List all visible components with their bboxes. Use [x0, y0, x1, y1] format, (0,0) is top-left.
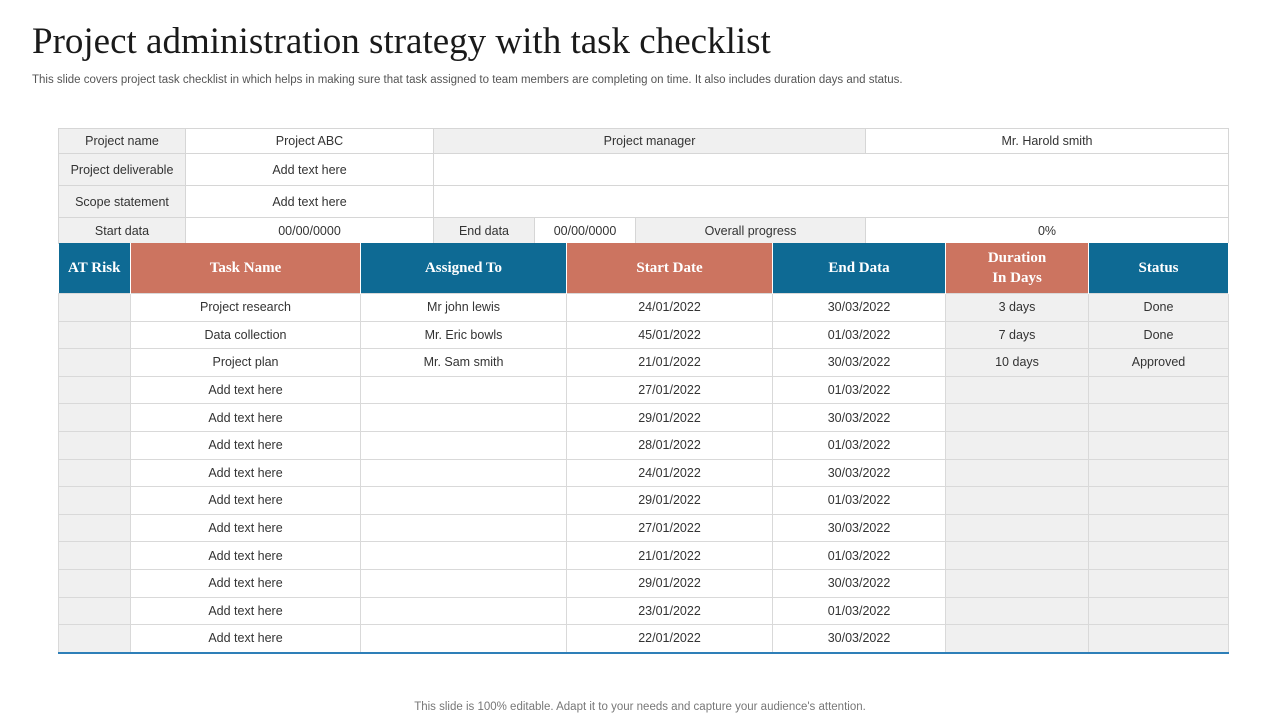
assigned-to-cell: Mr. Eric bowls [361, 321, 567, 349]
deliverable-label: Project deliverable [59, 154, 186, 186]
table-row [59, 514, 1229, 542]
header-end-data: End Data [773, 243, 946, 294]
at-risk-cell [59, 487, 131, 515]
duration-cell: 7 days [946, 321, 1089, 349]
duration-cell [946, 487, 1089, 515]
assigned-to-cell [361, 487, 567, 515]
end-date-cell: 30/03/2022 [773, 349, 946, 377]
duration-cell [946, 459, 1089, 487]
status-cell [1089, 431, 1229, 459]
table-row [59, 542, 1229, 570]
deliverable-value: Add text here [186, 154, 434, 186]
duration-cell [946, 542, 1089, 570]
task-name-cell: Add text here [131, 569, 361, 597]
at-risk-cell [59, 404, 131, 432]
end-date-cell: 01/03/2022 [773, 321, 946, 349]
start-value: 00/00/0000 [186, 218, 434, 244]
status-cell [1089, 376, 1229, 404]
status-cell: Done [1089, 294, 1229, 322]
status-cell [1089, 597, 1229, 625]
footer-note: This slide is 100% editable. Adapt it to your needs and capture your audience's attention. [414, 701, 866, 713]
start-date-cell: 29/01/2022 [567, 487, 773, 515]
assigned-to-cell [361, 376, 567, 404]
task-name-cell: Add text here [131, 514, 361, 542]
at-risk-cell [59, 321, 131, 349]
task-name-cell: Add text here [131, 625, 361, 653]
assigned-to-cell [361, 569, 567, 597]
task-name-cell: Add text here [131, 542, 361, 570]
header-duration-line1: Duration [987, 250, 1047, 266]
info-row-dates [59, 218, 1229, 244]
table-row [59, 569, 1229, 597]
start-date-cell: 22/01/2022 [567, 625, 773, 653]
start-date-cell: 24/01/2022 [567, 294, 773, 322]
status-cell [1089, 487, 1229, 515]
assigned-to-cell [361, 597, 567, 625]
table-row [59, 625, 1229, 653]
end-date-cell: 30/03/2022 [773, 294, 946, 322]
duration-cell [946, 376, 1089, 404]
task-name-cell: Add text here [131, 459, 361, 487]
status-cell [1089, 542, 1229, 570]
header-at-risk: AT Risk [59, 243, 131, 294]
table-row [59, 376, 1229, 404]
at-risk-cell [59, 625, 131, 653]
end-date-cell: 30/03/2022 [773, 459, 946, 487]
duration-cell [946, 431, 1089, 459]
header-duration-line2: In Days [992, 270, 1042, 286]
page-title: Project administration strategy with task checklist [32, 21, 771, 62]
end-date-cell: 01/03/2022 [773, 431, 946, 459]
start-date-cell: 45/01/2022 [567, 321, 773, 349]
task-name-cell: Add text here [131, 404, 361, 432]
start-date-cell: 29/01/2022 [567, 569, 773, 597]
at-risk-cell [59, 294, 131, 322]
task-table-body [59, 294, 1229, 653]
status-cell [1089, 404, 1229, 432]
task-name-cell: Project research [131, 294, 361, 322]
info-row-project-name [59, 129, 1229, 154]
table-row [59, 294, 1229, 322]
status-cell [1089, 569, 1229, 597]
status-cell [1089, 514, 1229, 542]
info-row-scope [59, 186, 1229, 218]
deliverable-blank [434, 154, 1229, 186]
status-cell: Done [1089, 321, 1229, 349]
end-date-cell: 30/03/2022 [773, 404, 946, 432]
end-date-cell: 30/03/2022 [773, 514, 946, 542]
duration-cell: 3 days [946, 294, 1089, 322]
assigned-to-cell [361, 459, 567, 487]
assigned-to-cell [361, 542, 567, 570]
scope-blank [434, 186, 1229, 218]
start-label: Start data [59, 218, 186, 244]
scope-value: Add text here [186, 186, 434, 218]
start-date-cell: 28/01/2022 [567, 431, 773, 459]
header-task-name: Task Name [131, 243, 361, 294]
at-risk-cell [59, 569, 131, 597]
at-risk-cell [59, 459, 131, 487]
header-assigned-to: Assigned To [361, 243, 567, 294]
at-risk-cell [59, 349, 131, 377]
task-name-cell: Add text here [131, 431, 361, 459]
at-risk-cell [59, 514, 131, 542]
info-row-deliverable [59, 154, 1229, 186]
task-name-cell: Add text here [131, 376, 361, 404]
end-date-cell: 01/03/2022 [773, 487, 946, 515]
task-name-cell: Add text here [131, 487, 361, 515]
end-date-cell: 30/03/2022 [773, 569, 946, 597]
duration-cell [946, 514, 1089, 542]
header-duration [946, 243, 1089, 294]
start-date-cell: 27/01/2022 [567, 514, 773, 542]
end-value: 00/00/0000 [535, 218, 636, 244]
project-info-table [58, 128, 1229, 244]
duration-cell [946, 404, 1089, 432]
project-manager-label: Project manager [434, 129, 866, 154]
start-date-cell: 29/01/2022 [567, 404, 773, 432]
project-manager-value: Mr. Harold smith [866, 129, 1229, 154]
assigned-to-cell: Mr john lewis [361, 294, 567, 322]
status-cell [1089, 625, 1229, 653]
status-cell [1089, 459, 1229, 487]
assigned-to-cell [361, 431, 567, 459]
progress-value: 0% [866, 218, 1229, 244]
table-row [59, 321, 1229, 349]
progress-label: Overall progress [636, 218, 866, 244]
table-row [59, 459, 1229, 487]
table-row [59, 487, 1229, 515]
status-cell: Approved [1089, 349, 1229, 377]
end-date-cell: 30/03/2022 [773, 625, 946, 653]
duration-cell [946, 569, 1089, 597]
start-date-cell: 21/01/2022 [567, 349, 773, 377]
start-date-cell: 23/01/2022 [567, 597, 773, 625]
header-status: Status [1089, 243, 1229, 294]
scope-label: Scope statement [59, 186, 186, 218]
assigned-to-cell [361, 514, 567, 542]
duration-cell [946, 625, 1089, 653]
task-checklist-table [58, 243, 1229, 654]
project-name-label: Project name [59, 129, 186, 154]
end-label: End data [434, 218, 535, 244]
at-risk-cell [59, 597, 131, 625]
page-subtitle: This slide covers project task checklist in which helps in making sure that task assigned to team members are completing on time. It also includes duration days and status. [32, 74, 903, 86]
end-date-cell: 01/03/2022 [773, 542, 946, 570]
assigned-to-cell [361, 404, 567, 432]
table-header-row [59, 243, 1229, 294]
duration-cell [946, 597, 1089, 625]
project-name-value: Project ABC [186, 129, 434, 154]
end-date-cell: 01/03/2022 [773, 597, 946, 625]
at-risk-cell [59, 376, 131, 404]
at-risk-cell [59, 431, 131, 459]
task-name-cell: Data collection [131, 321, 361, 349]
start-date-cell: 24/01/2022 [567, 459, 773, 487]
at-risk-cell [59, 542, 131, 570]
table-row [59, 431, 1229, 459]
assigned-to-cell: Mr. Sam smith [361, 349, 567, 377]
assigned-to-cell [361, 625, 567, 653]
table-row [59, 597, 1229, 625]
table-row [59, 349, 1229, 377]
start-date-cell: 27/01/2022 [567, 376, 773, 404]
end-date-cell: 01/03/2022 [773, 376, 946, 404]
task-name-cell: Add text here [131, 597, 361, 625]
duration-cell: 10 days [946, 349, 1089, 377]
start-date-cell: 21/01/2022 [567, 542, 773, 570]
header-start-date: Start Date [567, 243, 773, 294]
table-row [59, 404, 1229, 432]
task-name-cell: Project plan [131, 349, 361, 377]
